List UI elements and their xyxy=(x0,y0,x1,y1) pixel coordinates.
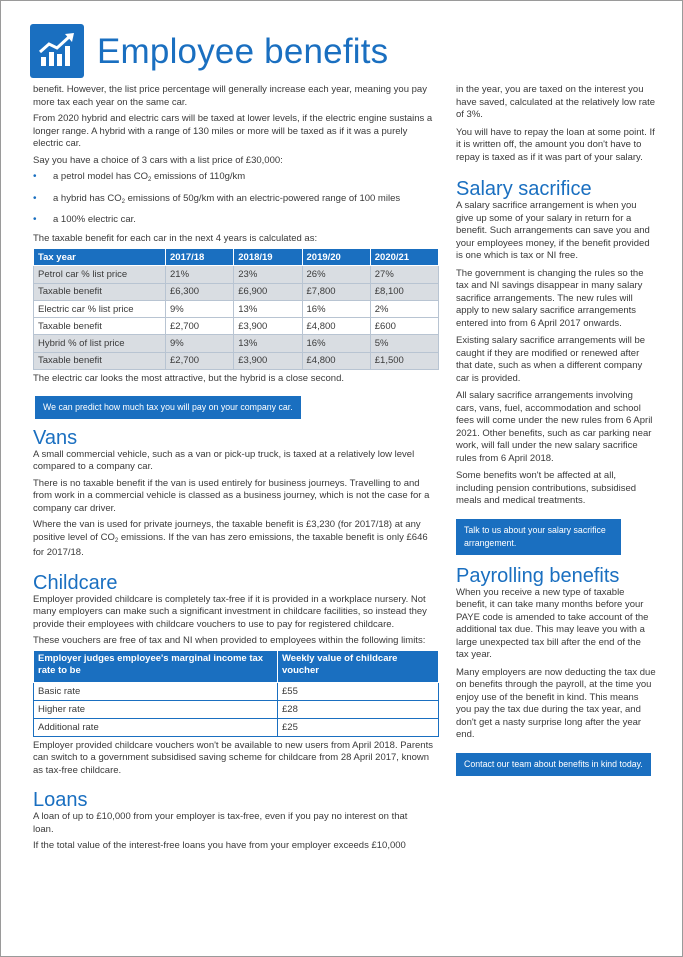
salary-paragraph: The government is changing the rules so the tax and NI savings disappear in many salary sacrifice arrangements. The new rules will apply to new salary sacrifice arrangements entered into from 6 April 2017 onwards. xyxy=(456,267,644,329)
list-item: • a 100% electric car. xyxy=(33,214,439,227)
section-heading-loans: Loans xyxy=(33,789,88,812)
table-cell: Taxable benefit xyxy=(34,318,166,335)
table-cell: £3,900 xyxy=(234,352,302,369)
table-cell: £7,800 xyxy=(302,283,370,300)
table-cell: 26% xyxy=(302,266,370,283)
left-column xyxy=(33,84,439,857)
salary-paragraph: All salary sacrifice arrangements involving cars, vans, fuel, accommodation and school fees will come under the new rules from 6 April 2021. Other benefits, such as car parking near work, will fall under the new salary sacrifice rules from 6 April 2018. xyxy=(456,390,653,464)
table-cell: 9% xyxy=(166,300,234,317)
table-header: 2018/19 xyxy=(234,249,302,266)
table-cell: £3,900 xyxy=(234,318,302,335)
table-intro: The taxable benefit for each car in the next 4 years is calculated as: xyxy=(33,232,318,244)
table-row xyxy=(34,718,439,736)
table-header-row xyxy=(34,249,439,266)
table-cell: 23% xyxy=(234,266,302,283)
intro-paragraph: benefit. However, the list price percentage will generally increase each year, meaning you pay more tax each year on the same car. xyxy=(33,84,427,108)
vans-paragraph: A small commercial vehicle, such as a van or pick-up truck, is taxed at a relatively low level compared to a company car. xyxy=(33,448,415,473)
childcare-voucher-table xyxy=(33,650,439,737)
childcare-paragraph: These vouchers are free of tax and NI when provided to employees within the following limits: xyxy=(33,635,426,647)
salary-sacrifice-cta-button[interactable]: Talk to us about your salary sacrifice arrangement. xyxy=(456,519,621,555)
table-cell: £55 xyxy=(278,682,439,700)
table-cell: £6,900 xyxy=(234,283,302,300)
vans-paragraph: There is no taxable benefit if the van is used entirely for business journeys. Travelling to and from work in a commercial vehicle is classed as a business journey, which is not the case for a company car driver. xyxy=(33,477,430,514)
table-cell: £4,800 xyxy=(302,318,370,335)
table-outro: The electric car looks the most attractive, but the hybrid is a close second. xyxy=(33,373,345,385)
table-cell: 16% xyxy=(302,300,370,317)
table-header: Weekly value of childcare voucher xyxy=(278,650,439,682)
table-header: 2019/20 xyxy=(302,249,370,266)
vans-paragraph: Where the van is used for private journeys, the taxable benefit is £3,230 (for 2017/18) at any positive level of $CO_2$ emissions. If the van has zero emissions, the taxable benefit is only £646 for 2017/18. xyxy=(33,519,428,559)
table-cell: £4,800 xyxy=(302,352,370,369)
loans-paragraph: If the total value of the interest-free loans you have from your employer exceeds £10,000 xyxy=(33,840,406,852)
table-row xyxy=(34,318,439,335)
table-cell: 9% xyxy=(166,335,234,352)
list-item: • a petrol model has $CO_2$ emissions of 110g/km xyxy=(33,171,439,187)
table-cell: 21% xyxy=(166,266,234,283)
table-header: 2020/21 xyxy=(370,249,438,266)
table-cell: 16% xyxy=(302,335,370,352)
payroll-paragraph: Many employers are now deducting the tax due on benefits through the payroll, at the time you enjoy use of the benefit in kind. This means you pay the tax due during the tax year, and don't get a nasty surprise long after the year end. xyxy=(456,666,656,740)
table-cell: £2,700 xyxy=(166,352,234,369)
table-cell: £28 xyxy=(278,700,439,718)
table-row xyxy=(34,352,439,369)
table-row xyxy=(34,300,439,317)
table-cell: Higher rate xyxy=(34,700,278,718)
loans-continued-paragraph: You will have to repay the loan at some point. If it is written off, the amount you don't have to repay is taxed as if it was part of your salary. xyxy=(456,126,655,163)
intro-paragraph: From 2020 hybrid and electric cars will be taxed at lower levels, if the electric engine sustains a longer range. A hybrid with a range of 130 miles or more will be taxed as if it was a purely electric car. xyxy=(33,113,433,149)
table-cell: Additional rate xyxy=(34,718,278,736)
car-tax-table xyxy=(33,248,439,370)
section-heading-payrolling: Payrolling benefits xyxy=(456,564,620,587)
table-header-row xyxy=(34,650,439,682)
table-header: Tax year xyxy=(34,249,166,266)
table-row xyxy=(34,283,439,300)
table-cell: 13% xyxy=(234,335,302,352)
table-cell: Basic rate xyxy=(34,682,278,700)
company-car-cta-button[interactable]: We can predict how much tax you will pay on your company car. xyxy=(35,396,301,419)
loans-continued-paragraph: in the year, you are taxed on the interest you have saved, calculated at the relatively low rate of 3%. xyxy=(456,84,656,120)
salary-paragraph: A salary sacrifice arrangement is when you give up some of your salary in return for a benefit. Such arrangements can save you and your employees money, if the benefit provided is one which is tax or NI free. xyxy=(456,200,650,261)
page-title: Employee benefits xyxy=(97,32,389,71)
section-heading-childcare: Childcare xyxy=(33,571,118,594)
car-options-list xyxy=(33,171,439,227)
intro-paragraph: Say you have a choice of 3 cars with a list price of £30,000: xyxy=(33,154,283,166)
table-header: 2017/18 xyxy=(166,249,234,266)
table-header: Employer judges employee's marginal income tax rate to be xyxy=(34,650,278,682)
page-header xyxy=(30,24,650,88)
table-cell: £25 xyxy=(278,718,439,736)
table-cell: £8,100 xyxy=(370,283,438,300)
salary-paragraph: Existing salary sacrifice arrangements will be caught if they are modified or renewed after that date, such as when a different company car is provided. xyxy=(456,335,646,384)
salary-paragraph: Some benefits won't be affected at all, including pension contributions, subsidised meals and medical treatments. xyxy=(456,470,637,506)
loans-paragraph: A loan of up to £10,000 from your employer is tax-free, even if you pay no interest on that loan. xyxy=(33,811,408,835)
table-cell: 2% xyxy=(370,300,438,317)
payroll-paragraph: When you receive a new type of taxable benefit, it can take many months before your PAYE code is amended to take account of the additional tax due. This may leave you with a large unexpected tax bill after the end of the tax year. xyxy=(456,586,649,660)
table-cell: Taxable benefit xyxy=(34,283,166,300)
table-cell: Electric car % list price xyxy=(34,300,166,317)
benefits-in-kind-cta-button[interactable]: Contact our team about benefits in kind today. xyxy=(456,753,651,776)
table-row xyxy=(34,266,439,283)
growth-chart-icon xyxy=(30,24,84,78)
section-heading-vans: Vans xyxy=(33,426,78,449)
table-cell: £1,500 xyxy=(370,352,438,369)
table-cell: 5% xyxy=(370,335,438,352)
table-row xyxy=(34,682,439,700)
childcare-paragraph: Employer provided childcare vouchers won't be available to new users from April 2018. Parents can switch to a government subsidised saving scheme for childcare from 28 April 2017, known as tax-free childcare. xyxy=(33,739,433,776)
right-column xyxy=(456,84,656,776)
table-cell: Hybrid % of list price xyxy=(34,335,166,352)
table-cell: Petrol car % list price xyxy=(34,266,166,283)
table-row xyxy=(34,335,439,352)
table-row xyxy=(34,700,439,718)
childcare-paragraph: Employer provided childcare is completely tax-free if it is provided in a workplace nursery. Not many employers can make such a significant investment in childcare facilities, so instead they provide their employees with childcare vouchers to use to pay for registered childcare. xyxy=(33,593,427,630)
table-cell: 13% xyxy=(234,300,302,317)
section-heading-salary-sacrifice: Salary sacrifice xyxy=(456,178,592,200)
table-cell: £6,300 xyxy=(166,283,234,300)
table-cell: 27% xyxy=(370,266,438,283)
table-cell: Taxable benefit xyxy=(34,352,166,369)
list-item: • a hybrid has $CO_2$ emissions of 50g/km with an electric-powered range of 100 miles xyxy=(33,193,439,209)
table-cell: £2,700 xyxy=(166,318,234,335)
table-cell: £600 xyxy=(370,318,438,335)
